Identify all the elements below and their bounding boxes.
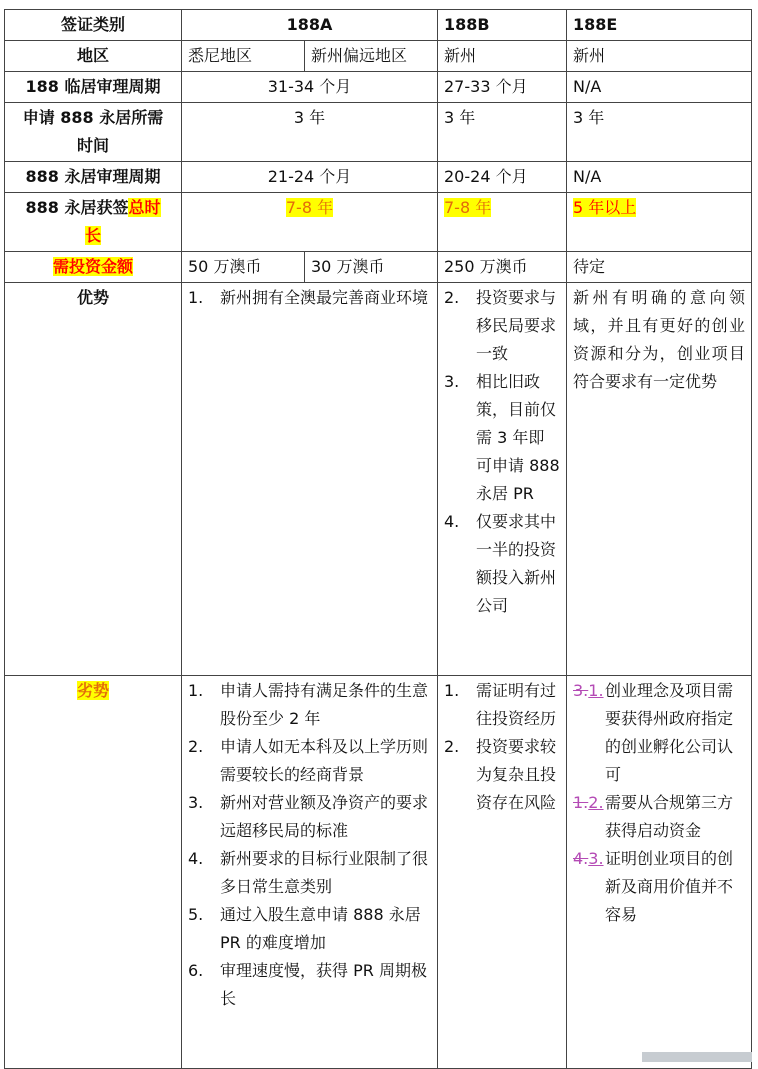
list-item-number: 1. — [188, 288, 204, 307]
total-time-label: 888 永居获签总时 长 — [5, 193, 182, 252]
apply-888-188e: 3 年 — [567, 103, 752, 162]
pros-label: 优势 — [5, 283, 182, 676]
apply-888-188a: 3 年 — [182, 103, 438, 162]
total-time-188e: 5 年以上 — [567, 193, 752, 252]
apply-888-188b: 3 年 — [438, 103, 567, 162]
list-item-text: 新州拥有全澳最完善商业环境 — [220, 288, 429, 307]
list-item-number: 6. — [188, 961, 204, 980]
period-888-188e: N/A — [567, 162, 752, 193]
list-item-text: 仅要求其中一半的投资额投入新州公司 — [476, 512, 557, 615]
period-188-label: 188 临居审理周期 — [5, 72, 182, 103]
period-188-188b: 27-33 个月 — [438, 72, 567, 103]
list-item-number: 4. — [188, 849, 204, 868]
visa-comparison-table — [4, 9, 752, 1069]
list-item-text: 申请人如无本科及以上学历则需要较长的经商背景 — [220, 737, 429, 784]
pros-188b — [438, 283, 567, 676]
apply-888-label: 申请 888 永居所需 时间 — [5, 103, 182, 162]
investment-label: 需投资金额 — [5, 252, 182, 283]
total-time-188b: 7-8 年 — [438, 193, 567, 252]
cons-188b-list — [444, 677, 560, 817]
list-item-text: 通过入股生意申请 888 永居 PR 的难度增加 — [220, 905, 421, 952]
period-888-188b: 20-24 个月 — [438, 162, 567, 193]
list-item-text: 需要从合规第三方获得启动资金 — [605, 793, 734, 840]
deleted-number: 4. — [573, 849, 589, 868]
pros-188a — [182, 283, 438, 676]
list-item-number: 2. — [444, 737, 460, 756]
list-item-number: 3. — [188, 793, 204, 812]
list-item — [573, 789, 745, 845]
period-188-188e: N/A — [567, 72, 752, 103]
list-item-text: 需证明有过往投资经历 — [476, 681, 557, 728]
region-row — [5, 41, 752, 72]
list-item — [444, 284, 560, 368]
list-item-number: 2. — [188, 737, 204, 756]
list-item-text: 新州要求的目标行业限制了很多日常生意类别 — [220, 849, 429, 896]
list-item — [188, 845, 431, 901]
investment-188e: 待定 — [567, 252, 752, 283]
list-item-number: 2. — [444, 288, 460, 307]
region-188a-regional: 新州偏远地区 — [305, 41, 438, 72]
list-item — [188, 901, 431, 957]
cons-188a-list — [188, 677, 431, 1013]
region-188e: 新州 — [567, 41, 752, 72]
region-188b: 新州 — [438, 41, 567, 72]
list-item-text: 审理速度慢，获得 PR 周期极长 — [220, 961, 427, 1008]
header-188b: 188B — [438, 10, 567, 41]
list-item — [188, 677, 431, 733]
pros-188a-list — [188, 284, 431, 312]
cons-label: 劣势 — [5, 676, 182, 1069]
list-item-text: 申请人需持有满足条件的生意股份至少 2 年 — [220, 681, 429, 728]
cons-188e — [567, 676, 752, 1069]
list-item — [188, 733, 431, 789]
period-888-label: 888 永居审理周期 — [5, 162, 182, 193]
header-visa-type: 签证类别 — [5, 10, 182, 41]
period-188-row — [5, 72, 752, 103]
list-item-number: 1. — [188, 681, 204, 700]
investment-row — [5, 252, 752, 283]
list-item-number: 5. — [188, 905, 204, 924]
list-item — [188, 957, 431, 1013]
cons-188a — [182, 676, 438, 1069]
visa-comparison-table-wrap — [4, 9, 752, 1069]
list-item-number: 1. — [444, 681, 460, 700]
period-188-188a: 31-34 个月 — [182, 72, 438, 103]
list-item — [444, 733, 560, 817]
list-item — [573, 677, 745, 789]
list-item-number — [573, 677, 604, 705]
header-row — [5, 10, 752, 41]
list-item — [573, 845, 745, 929]
pros-row — [5, 283, 752, 676]
investment-188a-sydney: 50 万澳币 — [182, 252, 305, 283]
list-item-number — [573, 845, 604, 873]
list-item — [188, 284, 431, 312]
investment-188a-regional: 30 万澳币 — [305, 252, 438, 283]
list-item-text: 新州对营业额及净资产的要求远超移民局的标准 — [220, 793, 429, 840]
list-item-text: 证明创业项目的创新及商用价值并不容易 — [605, 849, 734, 924]
period-888-row — [5, 162, 752, 193]
watermark-bar — [642, 1052, 752, 1062]
list-item — [444, 677, 560, 733]
total-time-188a: 7-8 年 — [182, 193, 438, 252]
list-item — [444, 508, 560, 620]
header-188e: 188E — [567, 10, 752, 41]
investment-188b: 250 万澳币 — [438, 252, 567, 283]
cons-188b — [438, 676, 567, 1069]
apply-888-row — [5, 103, 752, 162]
region-label: 地区 — [5, 41, 182, 72]
deleted-number: 3. — [573, 681, 589, 700]
list-item — [188, 789, 431, 845]
region-188a-sydney: 悉尼地区 — [182, 41, 305, 72]
deleted-number: 1. — [573, 793, 589, 812]
inserted-number: 1. — [588, 681, 604, 700]
list-item-text: 相比旧政策，目前仅需 3 年即可申请 888 永居 PR — [476, 372, 560, 503]
list-item-text: 投资要求与移民局要求一致 — [476, 288, 557, 363]
inserted-number: 2. — [588, 793, 604, 812]
inserted-number: 3. — [588, 849, 604, 868]
header-188a: 188A — [182, 10, 438, 41]
list-item — [444, 368, 560, 508]
list-item-text: 创业理念及项目需要获得州政府指定的创业孵化公司认可 — [605, 681, 734, 784]
pros-188b-list — [444, 284, 560, 620]
total-time-row — [5, 193, 752, 252]
pros-188e: 新州有明确的意向领域，并且有更好的创业资源和分为，创业项目符合要求有一定优势 — [567, 283, 752, 676]
list-item-text: 投资要求较为复杂且投资存在风险 — [476, 737, 557, 812]
period-888-188a: 21-24 个月 — [182, 162, 438, 193]
cons-row — [5, 676, 752, 1069]
cons-188e-list — [573, 677, 745, 929]
list-item-number — [573, 789, 604, 817]
list-item-number: 3. — [444, 372, 460, 391]
list-item-number: 4. — [444, 512, 460, 531]
